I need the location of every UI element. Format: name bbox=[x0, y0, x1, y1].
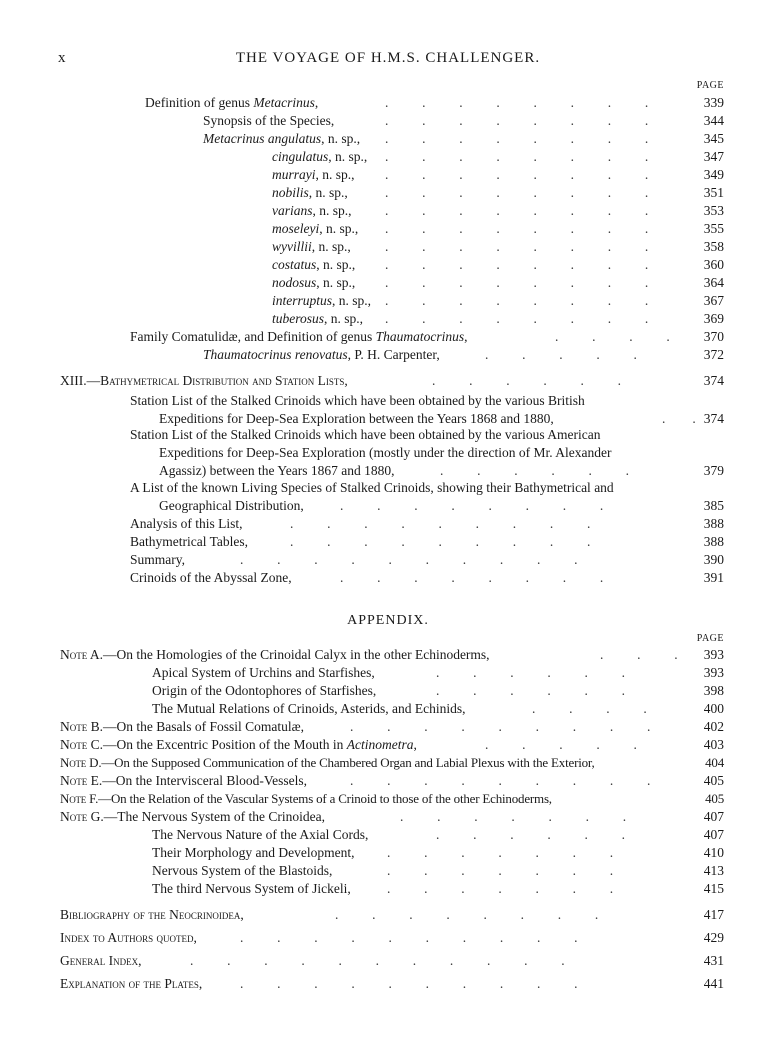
dot-leader: . . . . . . . . bbox=[385, 131, 649, 146]
entry-text: , P. H. Carpenter, bbox=[347, 347, 440, 362]
dot-leader: . . . . . . . . bbox=[340, 498, 604, 513]
entry-text: tuberosus bbox=[272, 311, 325, 326]
dot-leader: . . . . . . . . . . bbox=[240, 976, 578, 991]
page-ref: 360 bbox=[703, 257, 724, 272]
entry-text: —On the Excentric Position of the Mouth in bbox=[103, 737, 347, 752]
toc-entry-renovatus[interactable] bbox=[203, 346, 724, 364]
toc-entry-comatulidae[interactable] bbox=[130, 328, 724, 346]
toc-entry-axial[interactable] bbox=[152, 826, 724, 844]
dot-leader: . . . . . . . . bbox=[385, 149, 649, 164]
page-column-label: PAGE bbox=[696, 80, 724, 91]
page-ref: 351 bbox=[703, 185, 724, 200]
entry-text: wyvillii bbox=[272, 239, 312, 254]
dot-leader: . . . . . . . . . bbox=[350, 773, 651, 788]
entry-text: XIII.— bbox=[60, 373, 101, 388]
dot-leader: . . . . . . . . bbox=[385, 275, 649, 290]
dot-leader: . . . . . . . . bbox=[385, 293, 649, 308]
page-ref: 431 bbox=[703, 953, 724, 968]
dot-leader: . . . . . . . bbox=[387, 863, 614, 878]
dot-leader: . . . . . bbox=[485, 347, 637, 362]
page-ref: 390 bbox=[703, 552, 724, 567]
entry-text: Family Comatulidæ, and Definition of genus bbox=[130, 329, 376, 344]
entry-text: , n. sp., bbox=[315, 167, 355, 182]
dot-leader: . . . . bbox=[555, 329, 670, 344]
entry-text: moseleyi bbox=[272, 221, 320, 236]
dot-leader: . . . . . . . . bbox=[385, 95, 649, 110]
entry-text: A List of the known Living Species of Stalked Crinoids, showing their Bathymetrical and bbox=[130, 480, 614, 495]
entry-text: General Index, bbox=[60, 953, 142, 968]
entry-text: Synopsis of the Species, bbox=[203, 113, 335, 128]
running-title: THE VOYAGE OF H.M.S. CHALLENGER. bbox=[235, 50, 541, 66]
dot-leader: . . . . . . bbox=[436, 665, 625, 680]
entry-text: Thaumatocrinus bbox=[375, 329, 465, 344]
page-ref: 374 bbox=[703, 373, 724, 388]
entry-text: The Nervous Nature of the Axial Cords, bbox=[152, 827, 369, 842]
dot-leader: . . . . . . . . bbox=[385, 167, 649, 182]
dot-leader: . . . . . . bbox=[440, 463, 629, 478]
entry-text: —The Nervous System of the Crinoidea, bbox=[103, 809, 325, 824]
page-ref: 374 bbox=[703, 411, 724, 426]
entry-text: Agassiz) between the Years 1867 and 1880, bbox=[159, 463, 395, 478]
toc-entry-murrayi[interactable] bbox=[272, 166, 724, 184]
entry-text: Geographical Distribution, bbox=[159, 498, 304, 513]
entry-text: Index to Authors quoted, bbox=[60, 930, 197, 945]
dot-leader: . . . . . . . . . bbox=[350, 719, 651, 734]
page-ref: 429 bbox=[703, 930, 724, 945]
toc-entry-varians[interactable] bbox=[272, 202, 724, 220]
entry-text: , bbox=[464, 329, 468, 344]
dot-leader: . . . . . . . . bbox=[385, 257, 649, 272]
page-ref: 407 bbox=[703, 827, 724, 842]
page-ref: 339 bbox=[703, 95, 724, 110]
page-ref: 367 bbox=[703, 293, 724, 308]
entry-text: The third Nervous System of Jickeli, bbox=[152, 881, 351, 896]
entry-text: , n. sp., bbox=[311, 239, 351, 254]
toc-entry-station-british[interactable] bbox=[130, 392, 724, 428]
page-ref: 441 bbox=[703, 976, 724, 991]
entry-text: Expeditions for Deep-Sea Exploration (mostly under the direction of Mr. Alexander bbox=[159, 445, 612, 460]
toc-entry-angulatus[interactable] bbox=[203, 130, 724, 148]
page-ref: 388 bbox=[703, 534, 724, 549]
entry-text: , n. sp., bbox=[308, 185, 348, 200]
dot-leader: . . . . . . . . . bbox=[290, 534, 591, 549]
toc-entry-summary[interactable] bbox=[130, 551, 724, 569]
page-ref: 370 bbox=[703, 329, 724, 344]
entry-text: Explanation of the Plates, bbox=[60, 976, 203, 991]
entry-text: , n. sp., bbox=[328, 149, 368, 164]
toc-entry-index-authors[interactable] bbox=[60, 929, 724, 947]
entry-text: , n. sp., bbox=[316, 257, 356, 272]
dot-leader: . . . . . bbox=[485, 737, 637, 752]
toc-entry-note-e[interactable] bbox=[60, 772, 724, 790]
entry-text: Station List of the Stalked Crinoids which have been obtained by the various American bbox=[130, 427, 601, 442]
dot-leader: . . . bbox=[600, 647, 678, 662]
entry-text: nodosus bbox=[272, 275, 317, 290]
page-ref: 410 bbox=[703, 845, 724, 860]
entry-text: —On the Relation of the Vascular Systems of a Crinoid to those of the other Echinoderms, bbox=[98, 791, 552, 806]
dot-leader: . . . . . . . . . . bbox=[240, 930, 578, 945]
entry-text: , n. sp., bbox=[321, 131, 361, 146]
page-ref: 405 bbox=[705, 791, 724, 806]
page-ref: 391 bbox=[703, 570, 724, 585]
entry-text: costatus bbox=[272, 257, 317, 272]
dot-leader: . . . . . . . . . . . bbox=[190, 953, 565, 968]
dot-leader: . . . . . . bbox=[432, 373, 621, 388]
page-ref: 393 bbox=[703, 647, 724, 662]
page-ref: 400 bbox=[703, 701, 724, 716]
page-ref: 388 bbox=[703, 516, 724, 531]
entry-text: Note A. bbox=[60, 647, 103, 662]
entry-text: , n. sp., bbox=[324, 311, 364, 326]
page-ref: 415 bbox=[703, 881, 724, 896]
dot-leader: . . . . . . . bbox=[387, 881, 614, 896]
entry-text: Note G. bbox=[60, 809, 104, 824]
page-ref: 369 bbox=[703, 311, 724, 326]
page-ref: 364 bbox=[703, 275, 724, 290]
entry-text: —On the Supposed Communication of the Chambered Organ and Labial Plexus with the Exterior, bbox=[101, 755, 595, 770]
page-ref: 413 bbox=[703, 863, 724, 878]
page-ref: 417 bbox=[703, 907, 724, 922]
entry-text: Their Morphology and Development, bbox=[152, 845, 355, 860]
entry-text: Metacrinus bbox=[253, 95, 315, 110]
entry-text: , bbox=[413, 737, 417, 752]
entry-text: , bbox=[314, 95, 319, 110]
page-ref: 402 bbox=[703, 719, 724, 734]
entry-text: Bibliography of the Neocrinoidea, bbox=[60, 907, 244, 922]
toc-entry-odontophores[interactable] bbox=[152, 682, 724, 700]
page-ref: 403 bbox=[703, 737, 724, 752]
toc-entry-note-g[interactable] bbox=[60, 808, 724, 826]
page-ref: 345 bbox=[703, 131, 724, 146]
dot-leader: . . . . . . bbox=[436, 827, 625, 842]
entry-text: Note E. bbox=[60, 773, 103, 788]
page-ref: 355 bbox=[703, 221, 724, 236]
toc-entry-apical[interactable] bbox=[152, 664, 724, 682]
dot-leader: . . . . . . . . bbox=[385, 221, 649, 236]
entry-text: , n. sp., bbox=[319, 221, 359, 236]
toc-entry-wyvillii[interactable] bbox=[272, 238, 724, 256]
entry-text: murrayi bbox=[272, 167, 316, 182]
toc-entry-bibliography[interactable] bbox=[60, 906, 724, 924]
entry-text: Analysis of this List, bbox=[130, 516, 243, 531]
dot-leader: . . . . . . . . . . bbox=[240, 552, 578, 567]
entry-text: interruptus bbox=[272, 293, 333, 308]
toc-entry-cingulatus[interactable] bbox=[272, 148, 724, 166]
dot-leader: . . . . . . . . bbox=[385, 185, 649, 200]
dot-leader: . . . . bbox=[532, 701, 647, 716]
dot-leader: . . . . . . . . bbox=[385, 239, 649, 254]
entry-text: —On the Basals of Fossil Comatulæ, bbox=[103, 719, 305, 734]
entry-text: Bathymetrical Distribution and Station Lists, bbox=[100, 373, 348, 388]
toc-entry-plates[interactable] bbox=[60, 975, 724, 993]
toc-entry-synopsis[interactable] bbox=[203, 112, 724, 130]
dot-leader: . . . . . . . . bbox=[385, 311, 649, 326]
dot-leader: . . bbox=[662, 411, 696, 426]
entry-text: —On the Intervisceral Blood-Vessels, bbox=[102, 773, 307, 788]
entry-text: , n. sp., bbox=[312, 203, 352, 218]
toc-entry-note-d[interactable] bbox=[60, 754, 724, 772]
dot-leader: . . . . . . . bbox=[400, 809, 627, 824]
entry-text: , n. sp., bbox=[316, 275, 356, 290]
entry-text: varians bbox=[272, 203, 313, 218]
page-ref: 347 bbox=[703, 149, 724, 164]
page-ref: 344 bbox=[703, 113, 724, 128]
page-ref: 405 bbox=[703, 773, 724, 788]
toc-entry-living-species[interactable] bbox=[130, 479, 724, 515]
entry-text: Crinoids of the Abyssal Zone, bbox=[130, 570, 292, 585]
page-ref: 385 bbox=[703, 498, 724, 513]
entry-text: nobilis bbox=[272, 185, 309, 200]
toc-entry-abyssal[interactable] bbox=[130, 569, 724, 587]
toc-entry-general-index[interactable] bbox=[60, 952, 724, 970]
entry-text: Note D. bbox=[60, 755, 102, 770]
page-ref: 358 bbox=[703, 239, 724, 254]
toc-entry-note-c[interactable] bbox=[60, 736, 724, 754]
page-ref: 349 bbox=[703, 167, 724, 182]
toc-entry-nobilis[interactable] bbox=[272, 184, 724, 202]
appendix-heading: APPENDIX. bbox=[347, 613, 429, 628]
entry-text: Bathymetrical Tables, bbox=[130, 534, 249, 549]
dot-leader: . . . . . . bbox=[436, 683, 625, 698]
page-ref: 393 bbox=[703, 665, 724, 680]
page-number: x bbox=[58, 50, 66, 66]
page-column-label-appendix: PAGE bbox=[696, 633, 724, 644]
entry-text: Note C. bbox=[60, 737, 103, 752]
page-ref: 398 bbox=[703, 683, 724, 698]
toc-entry-station-american[interactable] bbox=[130, 426, 724, 480]
page-ref: 353 bbox=[703, 203, 724, 218]
entry-text: Definition of genus bbox=[145, 95, 254, 110]
page-ref: 404 bbox=[705, 755, 724, 770]
toc-entry-note-b[interactable] bbox=[60, 718, 724, 736]
entry-text: Summary, bbox=[130, 552, 185, 567]
entry-text: , n. sp., bbox=[332, 293, 372, 308]
dot-leader: . . . . . . . . . bbox=[290, 516, 591, 531]
entry-text: Nervous System of the Blastoids, bbox=[152, 863, 333, 878]
toc-entry-nodosus[interactable] bbox=[272, 274, 724, 292]
entry-text: —On the Homologies of the Crinoidal Calyx in the other Echinoderms, bbox=[103, 647, 490, 662]
entry-text: The Mutual Relations of Crinoids, Asterids, and Echinids, bbox=[152, 701, 466, 716]
dot-leader: . . . . . . . . bbox=[340, 570, 604, 585]
page-ref: 407 bbox=[703, 809, 724, 824]
entry-text: Actinometra bbox=[346, 737, 414, 752]
entry-text: Origin of the Odontophores of Starfishes, bbox=[152, 683, 377, 698]
toc-entry-moseleyi[interactable] bbox=[272, 220, 724, 238]
entry-text: Apical System of Urchins and Starfishes, bbox=[152, 665, 375, 680]
page-ref: 372 bbox=[703, 347, 724, 362]
dot-leader: . . . . . . . . bbox=[385, 113, 649, 128]
toc-entry-jickeli[interactable] bbox=[152, 880, 724, 898]
dot-leader: . . . . . . . . bbox=[385, 203, 649, 218]
toc-entry-xiii-heading[interactable] bbox=[60, 372, 724, 390]
toc-entry-interruptus[interactable] bbox=[272, 292, 724, 310]
toc-entry-def-metacrinus[interactable] bbox=[145, 94, 724, 112]
toc-entry-tuberosus[interactable] bbox=[272, 310, 724, 328]
entry-text: Metacrinus angulatus bbox=[203, 131, 322, 146]
toc-entry-note-f[interactable] bbox=[60, 790, 724, 808]
entry-text: cingulatus bbox=[272, 149, 329, 164]
toc-entry-note-a[interactable] bbox=[60, 646, 724, 664]
toc-entry-blastoids[interactable] bbox=[152, 862, 724, 880]
toc-entry-morphology[interactable] bbox=[152, 844, 724, 862]
toc-entry-bathymetrical-tables[interactable] bbox=[130, 533, 724, 551]
entry-text: Note F. bbox=[60, 791, 99, 806]
toc-entry-mutual[interactable] bbox=[152, 700, 724, 718]
entry-text: Thaumatocrinus renovatus bbox=[203, 347, 348, 362]
entry-text: Note B. bbox=[60, 719, 103, 734]
toc-entry-analysis[interactable] bbox=[130, 515, 724, 533]
entry-text: Expeditions for Deep-Sea Exploration between the Years 1868 and 1880, bbox=[159, 411, 554, 426]
dot-leader: . . . . . . . bbox=[387, 845, 614, 860]
page-ref: 379 bbox=[703, 463, 724, 478]
entry-text: Station List of the Stalked Crinoids which have been obtained by the various British bbox=[130, 393, 585, 408]
dot-leader: . . . . . . . . bbox=[335, 907, 599, 922]
toc-entry-costatus[interactable] bbox=[272, 256, 724, 274]
